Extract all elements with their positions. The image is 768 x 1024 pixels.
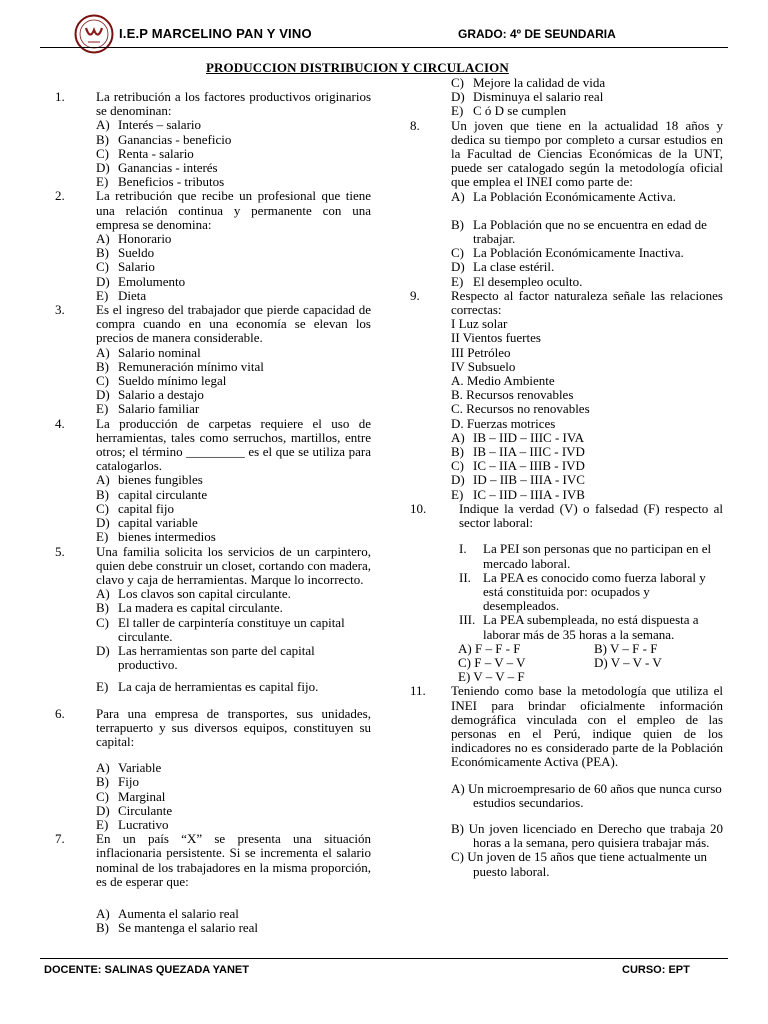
question-6: 6. Para una empresa de transportes, sus unidades, terrapuerto y sus diversos equipos, constituyen su capital: bbox=[55, 705, 371, 749]
left-column bbox=[55, 90, 371, 935]
page-title: PRODUCCION DISTRIBUCION Y CIRCULACION bbox=[206, 60, 509, 75]
option: E) Beneficios - tributos bbox=[96, 174, 225, 190]
option-row: E) V – V – F bbox=[458, 669, 525, 685]
question-4: 4. La producción de carpetas requiere el uso de herramientas, tales como serruchos, martillos, entre otros; el término _________ es el que se utiliza para catalogarlos. bbox=[55, 415, 371, 474]
question-3: 3. Es el ingreso del trabajador que pierde capacidad de compra cuando en una economía se elevan los precios de manera considerable. bbox=[55, 302, 371, 346]
course-label: CURSO: EPT bbox=[622, 964, 690, 976]
grade-label: GRADO: 4º DE SEUNDARIA bbox=[458, 27, 616, 41]
option: D) Emolumento bbox=[96, 273, 186, 289]
option: A) Honorario bbox=[96, 231, 172, 247]
teacher-label: DOCENTE: SALINAS QUEZADA YANET bbox=[44, 964, 249, 976]
option: C) Sueldo mínimo legal bbox=[96, 373, 227, 389]
option: E) Dieta bbox=[96, 287, 147, 303]
statement: I. La PEI son personas que no participan en el mercado laboral. bbox=[459, 541, 712, 571]
question-11: 11. Teniendo como base la metodología que utiliza el INEI para brindar oficialmente información demográfica vinculada con el empleo de las personas en el Perú, indique quien de los indicadores no es considerado parte de la Población Económicamente Activa (PEA). bbox=[410, 683, 723, 770]
statement: II. La PEA es conocido como fuerza laboral y está constituida por: ocupados y desempleados. bbox=[459, 569, 706, 614]
option: C) Salario bbox=[96, 259, 155, 275]
option: E) bienes intermedios bbox=[96, 529, 216, 545]
option: A) Variable bbox=[96, 760, 162, 776]
option: B) Ganancias - beneficio bbox=[96, 131, 232, 147]
option: C) Renta - salario bbox=[96, 145, 194, 161]
option: A) bienes fungibles bbox=[96, 472, 203, 488]
page-header bbox=[0, 0, 768, 48]
school-name: I.E.P MARCELINO PAN Y VINO bbox=[119, 26, 312, 41]
option: A) Un microempresario de 60 años que nunca curso estudios secundarios. bbox=[451, 780, 722, 810]
option: C) Marginal bbox=[96, 788, 166, 804]
option: E) La caja de herramientas es capital fijo. bbox=[96, 679, 319, 695]
option: C) La Población Económicamente Inactiva. bbox=[451, 245, 684, 261]
option: A) Salario nominal bbox=[96, 344, 201, 360]
option: C) IC – IIA – IIIB - IVD bbox=[451, 458, 585, 474]
option: C) Mejore la calidad de vida bbox=[451, 75, 606, 90]
option: E) Salario familiar bbox=[96, 401, 200, 417]
option-row: A) F – F - F B) V – F - F bbox=[458, 640, 658, 656]
option: A) La Población Económicamente Activa. bbox=[451, 188, 676, 204]
question-7: 7. En un país “X” se presenta una situación inflacionaria persistente. Si se incrementa el salario nominal de los trabajadores en la misma proporción, es de esperar que: bbox=[55, 831, 371, 889]
question-2: 2. La retribución que recibe un profesional que tiene una relación continua y permanente con una empresa se denomina: bbox=[55, 188, 371, 232]
option: E) El desempleo oculto. bbox=[451, 273, 583, 289]
option: B) La madera es capital circulante. bbox=[96, 600, 283, 616]
question-1: 1. La retribución a los factores productivos originarios se denominan: bbox=[55, 89, 371, 119]
right-column bbox=[410, 76, 723, 879]
question-10: 10. Indique la verdad (V) o falsedad (F) respecto al sector laboral: bbox=[410, 500, 723, 531]
header-divider bbox=[40, 47, 728, 48]
option: B) IB – IIA – IIIC - IVD bbox=[451, 444, 585, 460]
option: A) Aumenta el salario real bbox=[96, 905, 239, 921]
option: A) IB – IID – IIIC - IVA bbox=[451, 429, 584, 445]
school-logo-icon bbox=[74, 14, 114, 54]
option: D) Ganancias - interés bbox=[96, 160, 218, 176]
option: D) Disminuya el salario real bbox=[451, 89, 604, 105]
option: A) Interés – salario bbox=[96, 117, 202, 133]
option: B) La Población que no se encuentra en edad de trabajar. bbox=[451, 216, 707, 247]
option: D) Circulante bbox=[96, 802, 173, 818]
option: B) Se mantenga el salario real bbox=[96, 920, 259, 936]
option: E) Lucrativo bbox=[96, 816, 169, 832]
option: D) ID – IIB – IIIA - IVC bbox=[451, 472, 585, 488]
footer-divider bbox=[40, 958, 728, 959]
statement: III. La PEA subempleada, no está dispuesta a laborar más de 35 horas a la semana. bbox=[459, 612, 699, 642]
option: C) El taller de carpintería constituye un capital circulante. bbox=[96, 614, 345, 644]
question-8: 8. Un joven que tiene en la actualidad 18 años y dedica su tiempo por completo a cursar estudios en la Facultad de Ciencias Económicas de la UNT, puede ser catalogado según la metodología oficial que emplea el INEI como parte de: bbox=[410, 117, 723, 190]
option: A) Los clavos son capital circulante. bbox=[96, 586, 291, 602]
option: C) capital fijo bbox=[96, 500, 174, 516]
option: B) Un joven licenciado en Derecho que trabaja 20 horas a la semana, pero quisiera trabajar más. bbox=[451, 820, 723, 851]
option: D) capital variable bbox=[96, 515, 198, 531]
option: E) C ó D se cumplen bbox=[451, 103, 567, 119]
option: D) La clase estéril. bbox=[451, 259, 555, 275]
option: D) Salario a destajo bbox=[96, 387, 204, 403]
option: E) IC – IID – IIIA - IVB bbox=[451, 486, 585, 502]
option: D) Las herramientas son parte del capital productivo. bbox=[96, 642, 315, 673]
option-row: C) F – V – V D) V – V - V bbox=[458, 654, 662, 670]
option: B) Fijo bbox=[96, 774, 139, 790]
option: B) Sueldo bbox=[96, 245, 155, 261]
roman-list: I Luz solar II Vientos fuertes III Petróleo IV Subsuelo A. Medio Ambiente B. Recursos renovables C. Recursos no renovables D. Fuerzas motrices bbox=[451, 316, 590, 431]
question-9: 9. Respecto al factor naturaleza señale las relaciones correctas: bbox=[410, 287, 723, 318]
option: C) Un joven de 15 años que tiene actualmente un puesto laboral. bbox=[451, 849, 707, 879]
option: B) Remuneración mínimo vital bbox=[96, 358, 264, 374]
option: B) capital circulante bbox=[96, 486, 208, 502]
question-5: 5. Una familia solicita los servicios de un carpintero, quien debe construir un closet, cortando con madera, clavo y caja de herramientas. Marque lo incorrecto. bbox=[55, 543, 371, 587]
